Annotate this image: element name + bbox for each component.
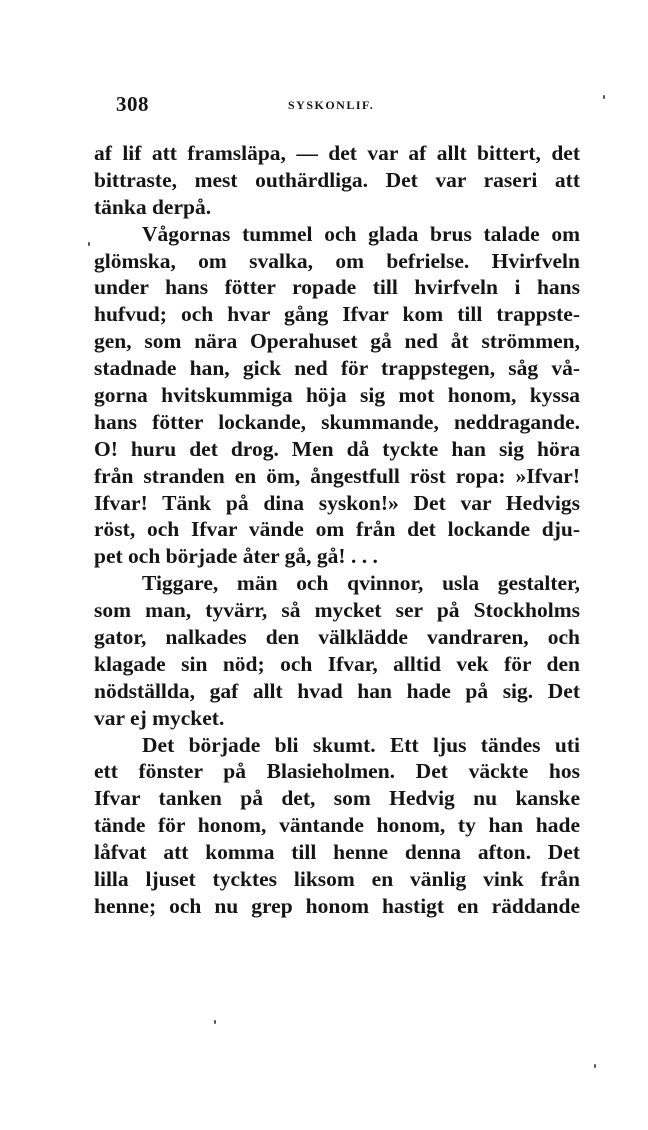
text-line: från stranden en öm, ångestfull röst ropa: »Ifvar! bbox=[94, 463, 580, 488]
body-text bbox=[94, 140, 580, 920]
text-line: låfvat att komma till henne denna afton. Det bbox=[94, 840, 580, 865]
text-line: Tiggare, män och qvinnor, usla gestalter, bbox=[142, 571, 580, 596]
text-line: lilla ljuset tycktes liksom en vänlig vink från bbox=[94, 867, 580, 892]
text-line: hufvud; och hvar gång Ifvar kom till trappste- bbox=[94, 302, 580, 327]
text-line: Ifvar! Tänk på dina syskon!» Det var Hedvigs bbox=[94, 490, 580, 515]
text-line: henne; och nu grep honom hastigt en räddande bbox=[94, 893, 580, 918]
text-line: O! huru det drog. Men då tyckte han sig höra bbox=[94, 436, 580, 461]
text-line: Det började bli skumt. Ett ljus tändes uti bbox=[142, 732, 580, 757]
text-line: röst, och Ifvar vände om från det lockande dju- bbox=[94, 517, 580, 542]
text-line: pet och började åter gå, gå! . . . bbox=[94, 544, 378, 569]
text-line: hans fötter lockande, skummande, neddragande. bbox=[94, 409, 580, 434]
print-speck bbox=[594, 1064, 596, 1068]
running-head bbox=[116, 92, 542, 122]
text-line: gorna hvitskummiga höja sig mot honom, kyssa bbox=[94, 383, 580, 408]
print-speck bbox=[88, 242, 90, 246]
text-line: tänka derpå. bbox=[94, 194, 212, 219]
text-line: tände för honom, väntande honom, ty han hade bbox=[94, 813, 580, 838]
text-line: Ifvar tanken på det, som Hedvig nu kanske bbox=[94, 786, 580, 811]
text-line: nödställda, gaf allt hvad han hade på sig. Det bbox=[94, 678, 580, 703]
page-number: 308 bbox=[116, 92, 149, 116]
print-speck bbox=[603, 95, 605, 99]
text-line: under hans fötter ropade till hvirfveln i hans bbox=[94, 275, 580, 300]
text-line: var ej mycket. bbox=[94, 705, 225, 730]
print-speck bbox=[214, 1020, 216, 1024]
text-line: ett fönster på Blasieholmen. Det väckte hos bbox=[94, 759, 580, 784]
text-line: bittraste, mest outhärdliga. Det var raseri att bbox=[94, 167, 580, 192]
running-title: SYSKONLIF. bbox=[288, 98, 375, 112]
text-line: som man, tyvärr, så mycket ser på Stockholms bbox=[94, 598, 580, 623]
text-line: gen, som nära Operahuset gå ned åt strömmen, bbox=[94, 329, 580, 354]
text-line: stadnade han, gick ned för trappstegen, såg vå- bbox=[94, 356, 580, 381]
text-line: gator, nalkades den välklädde vandraren, och bbox=[94, 625, 580, 650]
text-line: Vågornas tummel och glada brus talade om bbox=[142, 221, 580, 246]
text-line: klagade sin nöd; och Ifvar, alltid vek för den bbox=[94, 651, 580, 676]
text-line: af lif att framsläpa, — det var af allt bittert, det bbox=[94, 141, 580, 165]
text-line: glömska, om svalka, om befrielse. Hvirfveln bbox=[94, 248, 580, 273]
